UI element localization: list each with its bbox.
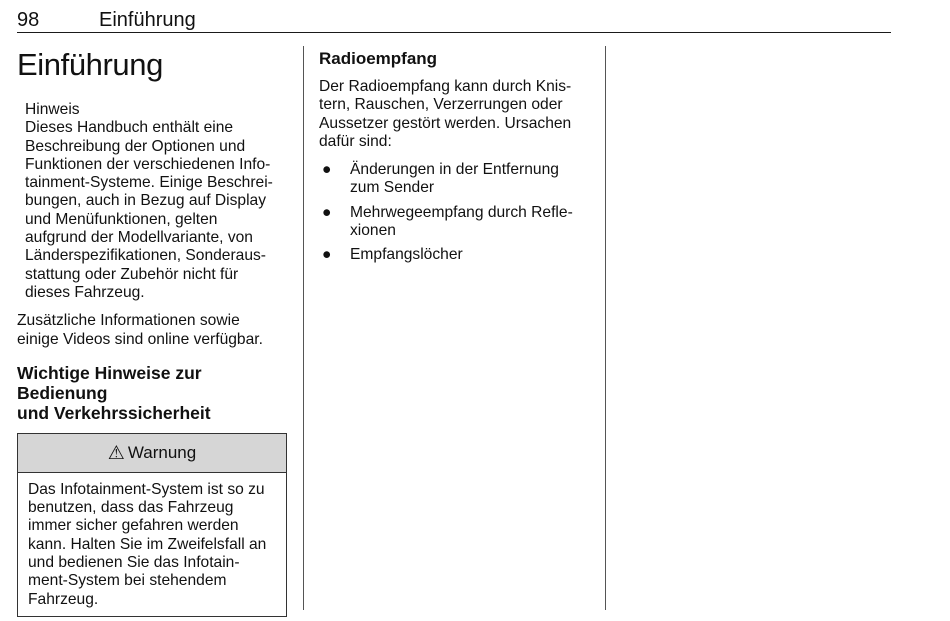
note-line: stattung oder Zubehör nicht für: [25, 265, 239, 283]
list-item-line: xionen: [350, 222, 396, 240]
note-line: bungen, auch in Bezug auf Display: [25, 192, 267, 210]
list-item-line: Mehrwegeempfang durch Refle‐: [350, 203, 573, 221]
info-line: Zusätzliche Informationen sowie: [17, 312, 240, 330]
page-number: 98: [17, 9, 40, 31]
page-header: [17, 8, 891, 33]
intro-line: dafür sind:: [319, 132, 392, 150]
radio-heading: Radioempfang: [319, 49, 438, 68]
warning-box: [17, 433, 287, 617]
radio-intro: [319, 78, 591, 151]
page-title: Einführung: [17, 47, 163, 82]
bullet-icon: ●: [322, 246, 332, 264]
warning-label: Warnung: [127, 442, 197, 462]
list-item: [319, 246, 591, 264]
list-item-line: Änderungen in der Entfernung: [350, 161, 559, 179]
cause-list: [319, 161, 591, 264]
warning-line: ment-System bei stehendem: [28, 572, 227, 590]
running-title: Einführung: [99, 9, 196, 31]
note-line: aufgrund der Modellvariante, von: [25, 229, 253, 247]
list-item: [319, 161, 591, 198]
note-line: Dieses Handbuch enthält eine: [25, 119, 234, 137]
bullet-icon: ●: [322, 161, 332, 179]
section-heading-line: Wichtige Hinweise zur Bedienung: [17, 362, 202, 403]
warning-line: kann. Halten Sie im Zweifelsfall an: [28, 535, 267, 553]
note-line: tainment-Systeme. Einige Beschrei‐: [25, 174, 273, 192]
info-line: einige Videos sind online verfügbar.: [17, 330, 263, 348]
warning-line: benutzen, dass das Fahrzeug: [28, 499, 234, 517]
warning-line: und bedienen Sie das Infotain‐: [28, 554, 240, 572]
middle-column: [319, 46, 591, 271]
list-item-line: zum Sender: [350, 179, 435, 197]
warning-triangle-icon: ⚠: [107, 441, 125, 464]
intro-line: Der Radioempfang kann durch Knis‐: [319, 78, 572, 95]
section-heading-line: und Verkehrssicherheit: [17, 402, 211, 423]
warning-line: Fahrzeug.: [28, 590, 99, 608]
note-text: [25, 119, 287, 302]
warning-text: [18, 473, 286, 616]
note-line: Beschreibung der Optionen und: [25, 137, 246, 155]
bullet-icon: ●: [322, 203, 332, 221]
warning-header: [18, 434, 286, 473]
left-column: [17, 46, 287, 617]
warning-line: immer sicher gefahren werden: [28, 517, 239, 535]
list-item: [319, 204, 591, 241]
warning-line: Das Infotainment-System ist so zu: [28, 480, 265, 498]
column-divider-right: [605, 46, 606, 610]
section-heading: [17, 363, 287, 423]
note-line: Länderspezifikationen, Sonderaus‐: [25, 247, 266, 265]
intro-line: Aussetzer gestört werden. Ursachen: [319, 114, 572, 132]
list-item-line: Empfangslöcher: [350, 246, 463, 264]
note-block: [17, 101, 287, 302]
intro-line: tern, Rauschen, Verzerrungen oder: [319, 96, 563, 114]
note-label: Hinweis: [25, 101, 80, 118]
note-line: und Menüfunktionen, gelten: [25, 210, 218, 228]
info-paragraph: [17, 312, 287, 349]
note-line: Funktionen der verschiedenen Info‐: [25, 155, 271, 173]
column-divider-left: [303, 46, 304, 610]
note-line: dieses Fahrzeug.: [25, 283, 145, 301]
